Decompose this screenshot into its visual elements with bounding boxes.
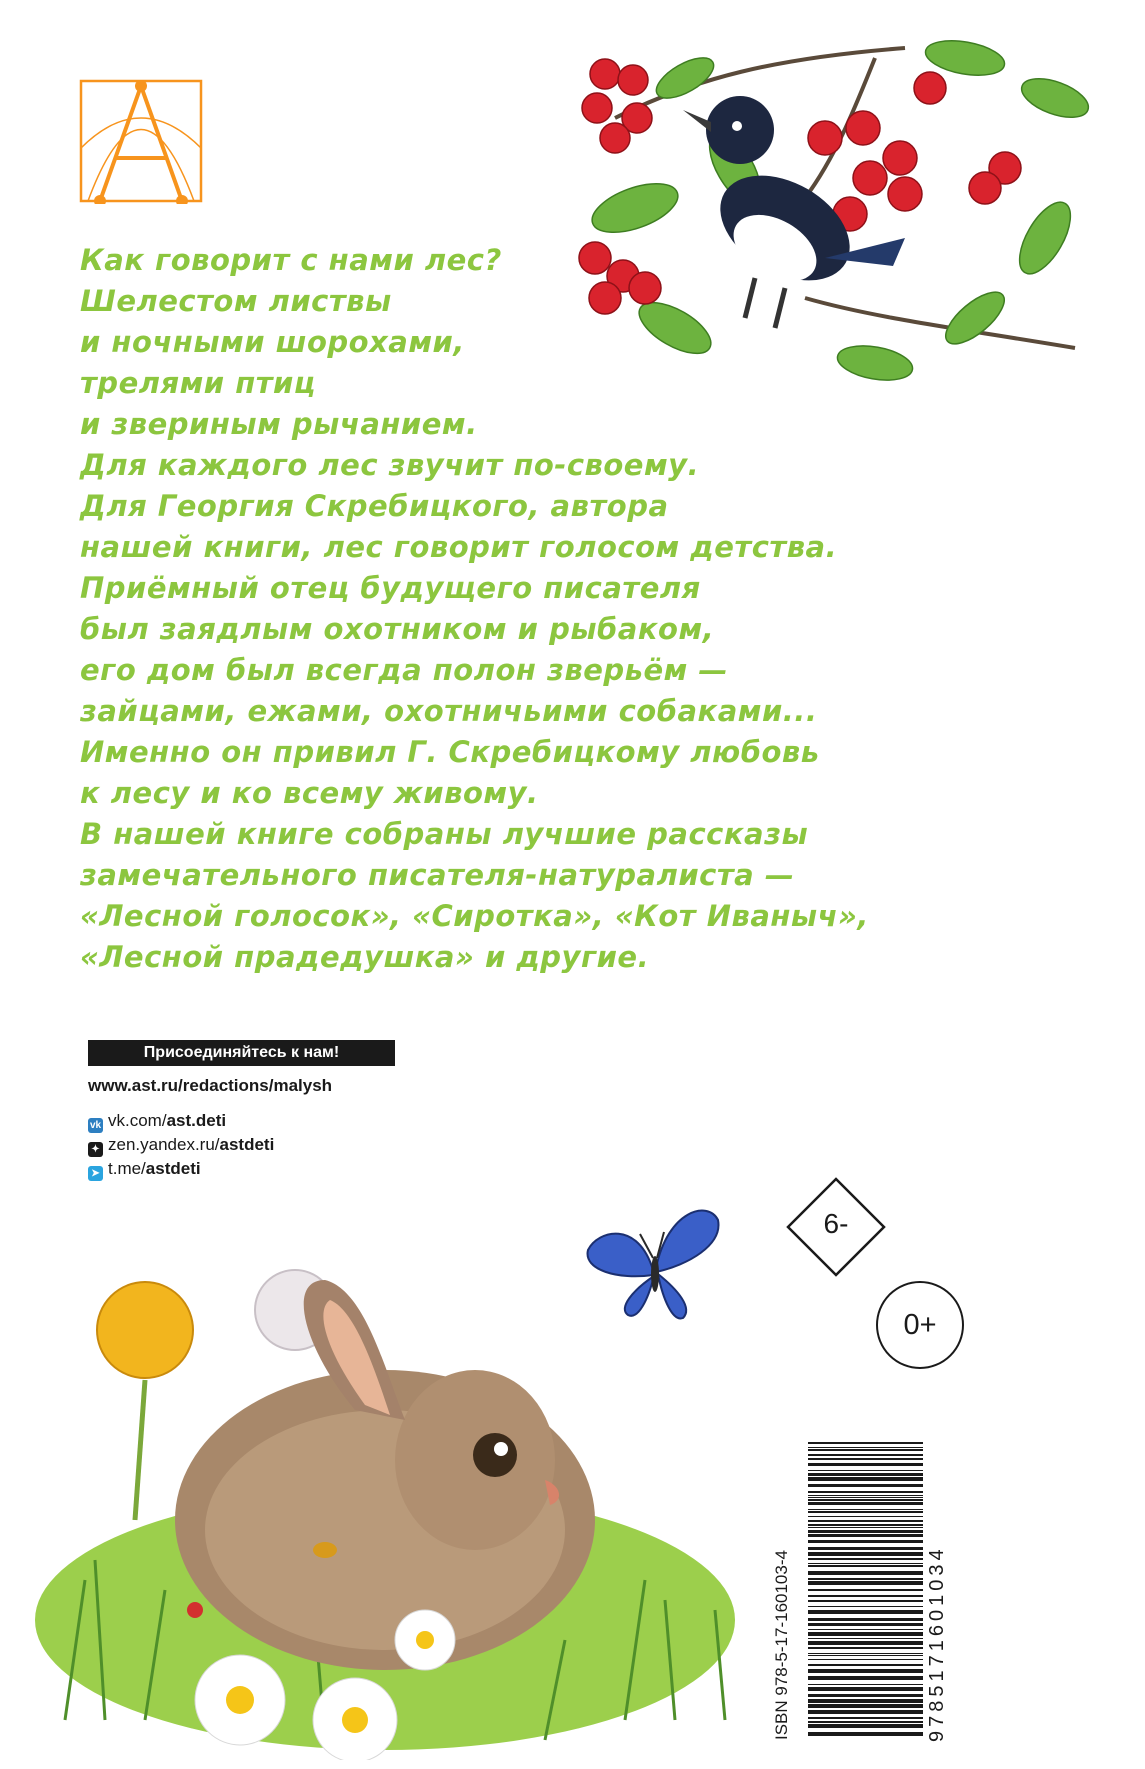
barcode-bar xyxy=(808,1499,923,1501)
blurb-line: Для Георгия Скребицкого, автора xyxy=(80,489,669,523)
barcode-bar xyxy=(808,1732,923,1736)
blurb-line: «Лесной прадедушка» и другие. xyxy=(80,940,650,974)
blurb-line: замечательного писателя-натуралиста — xyxy=(80,858,795,892)
barcode-bar xyxy=(808,1684,923,1685)
barcode-bar xyxy=(808,1563,923,1564)
barcode-bar xyxy=(808,1629,923,1630)
barcode-bar xyxy=(808,1655,923,1656)
blurb-line: Приёмный отец будущего писателя xyxy=(80,571,701,605)
telegram-link-prefix: t.me/ xyxy=(108,1159,146,1178)
barcode-bar xyxy=(808,1581,923,1585)
blurb-line: Именно он привил Г. Скребицкому любовь xyxy=(80,735,820,769)
barcode-bar xyxy=(808,1606,923,1607)
zen-link-handle: astdeti xyxy=(219,1135,275,1154)
telegram-link-handle: astdeti xyxy=(145,1159,201,1178)
vk-link-handle: ast.deti xyxy=(166,1111,227,1130)
barcode-bar xyxy=(808,1694,923,1697)
barcode-bar xyxy=(808,1530,923,1533)
blurb-line: В нашей книге собраны лучшие рассказы xyxy=(80,817,809,851)
blurb-line: к лесу и ко всему живому. xyxy=(80,776,539,810)
age-recommendation-label: 6- xyxy=(823,1208,849,1239)
barcode-bar xyxy=(808,1509,923,1510)
barcode-bar xyxy=(808,1618,923,1621)
barcode-bar xyxy=(808,1704,923,1708)
blurb-line: нашей книги, лес говорит голосом детства. xyxy=(80,530,838,564)
barcode-bar xyxy=(808,1511,923,1513)
zen-link-prefix: zen.yandex.ru/ xyxy=(108,1135,220,1154)
blurb-line: «Лесной голосок», «Сиротка», «Кот Иваныч», xyxy=(80,899,869,933)
blurb-line: Как говорит с нами лес? xyxy=(80,243,502,277)
barcode-bar xyxy=(808,1623,923,1626)
barcode-bar xyxy=(808,1524,923,1526)
blurb-line: и звериным рычанием. xyxy=(80,407,478,441)
barcode-bar xyxy=(808,1699,923,1703)
barcode-bar xyxy=(808,1497,923,1498)
barcode-bar xyxy=(808,1454,923,1456)
barcode-bar xyxy=(808,1595,923,1597)
hare-meadow-illustration xyxy=(25,1200,785,1760)
blurb-line: Шелестом листвы xyxy=(80,284,392,318)
zen-icon: ✦ xyxy=(88,1142,103,1157)
barcode-bar xyxy=(808,1491,923,1493)
blurb-line: и ночными шорохами, xyxy=(80,325,465,359)
barcode-bar xyxy=(808,1458,923,1460)
barcode-bar xyxy=(808,1502,923,1505)
barcode-bar xyxy=(808,1473,923,1476)
barcode-bar xyxy=(808,1647,923,1649)
barcode-bar xyxy=(808,1610,923,1614)
age-rating-badge: 0+ xyxy=(876,1281,964,1369)
blurb-line: был заядлым охотником и рыбаком, xyxy=(80,612,715,646)
barcode-bar xyxy=(808,1477,923,1481)
telegram-link[interactable] xyxy=(88,1158,201,1180)
isbn-label: ISBN 978-5-17-160103-4 xyxy=(772,1550,791,1740)
vk-link-prefix: vk.com/ xyxy=(108,1111,167,1130)
telegram-icon: ➤ xyxy=(88,1166,103,1181)
barcode-bar xyxy=(808,1676,923,1680)
barcode-bar xyxy=(808,1534,923,1537)
barcode-bar xyxy=(808,1724,923,1728)
vk-icon: vk xyxy=(89,1120,102,1131)
barcode-bar xyxy=(808,1659,923,1660)
barcode-bar xyxy=(808,1632,923,1636)
barcode-number: 9785171601034 xyxy=(926,1545,948,1742)
barcode-bar xyxy=(808,1547,923,1550)
barcode-bar xyxy=(808,1449,923,1451)
barcode-bar xyxy=(808,1516,923,1517)
blurb-line: его дом был всегда полон зверьём — xyxy=(80,653,728,687)
barcode-bar xyxy=(808,1540,923,1543)
barcode-bar xyxy=(808,1463,923,1466)
barcode-bar xyxy=(808,1600,923,1602)
barcode-bar xyxy=(808,1571,923,1575)
barcode-bar xyxy=(808,1669,923,1673)
publisher-logo xyxy=(78,78,204,204)
barcode-bar xyxy=(808,1589,923,1591)
barcode-bar xyxy=(808,1687,923,1691)
barcode-bar xyxy=(808,1710,923,1714)
barcode-bar xyxy=(808,1558,923,1560)
barcode-bar xyxy=(808,1527,923,1528)
blurb-line: Для каждого лес звучит по-своему. xyxy=(80,448,700,482)
barcode-bar xyxy=(808,1641,923,1645)
barcode-bar xyxy=(808,1565,923,1567)
barcode-bar xyxy=(808,1495,923,1496)
website-link[interactable]: www.ast.ru/redactions/malysh xyxy=(88,1076,333,1095)
barcode-bar xyxy=(808,1442,923,1444)
blurb-line: зайцами, ежами, охотничьими собаками... xyxy=(80,694,818,728)
zen-link[interactable] xyxy=(88,1134,274,1156)
barcode-bar xyxy=(808,1520,923,1522)
barcode-bar xyxy=(808,1717,923,1719)
barcode-bar xyxy=(808,1484,923,1487)
blurb-text xyxy=(80,240,980,978)
barcode-bar xyxy=(808,1653,923,1654)
barcode-bar xyxy=(808,1578,923,1580)
isbn-barcode xyxy=(768,1424,948,1754)
blurb-line: трелями птиц xyxy=(80,366,316,400)
barcode-bar xyxy=(808,1447,923,1448)
join-us-banner: Присоединяйтесь к нам! xyxy=(88,1040,395,1066)
barcode-bar xyxy=(808,1664,923,1666)
barcode-bar xyxy=(808,1721,923,1723)
barcode-bar xyxy=(808,1552,923,1556)
barcode-bar xyxy=(808,1470,923,1471)
barcode-bar xyxy=(808,1638,923,1639)
vk-link[interactable] xyxy=(88,1110,226,1132)
